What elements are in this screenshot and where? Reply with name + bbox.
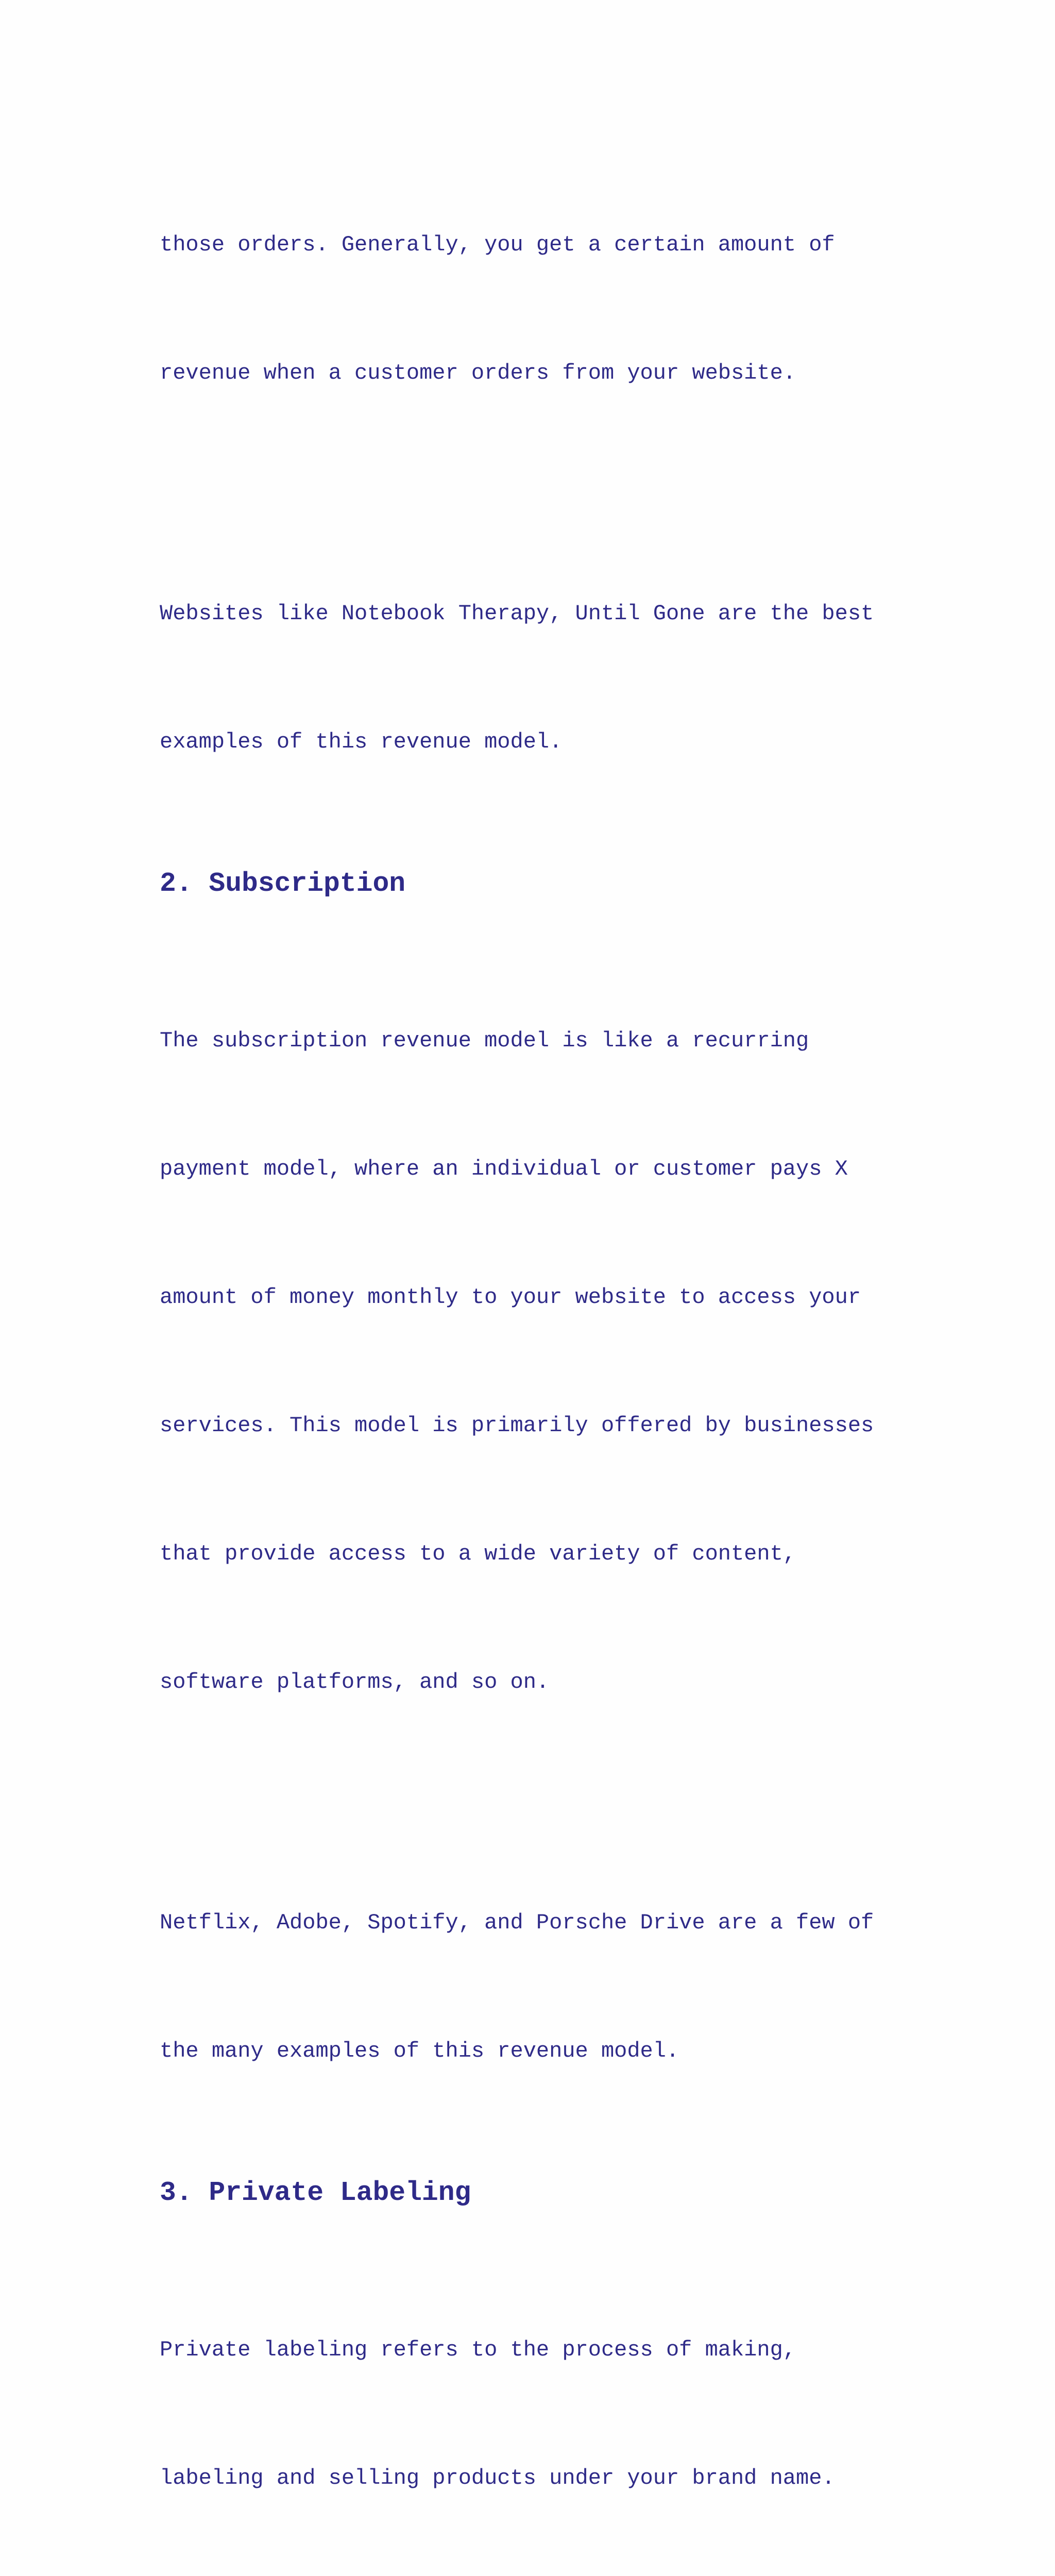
text-line: labeling and selling products under your brand name. — [160, 2466, 835, 2490]
paragraph-orders-revenue — [160, 138, 932, 480]
text-line: payment model, where an individual or customer pays X — [160, 1157, 848, 1181]
document-body — [160, 138, 932, 2576]
text-line: Netflix, Adobe, Spotify, and Porsche Drive are a few of — [160, 1910, 874, 1935]
text-line: examples of this revenue model. — [160, 730, 563, 754]
text-line: software platforms, and so on. — [160, 1670, 550, 1694]
paragraph-private-labeling-description — [160, 2243, 932, 2576]
text-line: that provide access to a wide variety of content, — [160, 1541, 796, 1566]
paragraph-website-examples — [160, 507, 932, 849]
text-line: services. This model is primarily offered by businesses — [160, 1413, 874, 1438]
heading-subscription: 2. Subscription — [160, 868, 406, 899]
text-line: The subscription revenue model is like a recurring — [160, 1028, 809, 1053]
text-line: Private labeling refers to the process of making, — [160, 2337, 796, 2362]
text-line: those orders. Generally, you get a certain amount of — [160, 232, 835, 257]
text-line: Websites like Notebook Therapy, Until Gone are the best — [160, 601, 874, 626]
paragraph-subscription-examples — [160, 1816, 932, 2158]
heading-private-labeling: 3. Private Labeling — [160, 2177, 471, 2208]
text-line: amount of money monthly to your website to access your — [160, 1285, 861, 1310]
text-line: revenue when a customer orders from your website. — [160, 361, 796, 385]
text-line: the many examples of this revenue model. — [160, 2039, 679, 2063]
paragraph-subscription-description — [160, 934, 932, 1789]
